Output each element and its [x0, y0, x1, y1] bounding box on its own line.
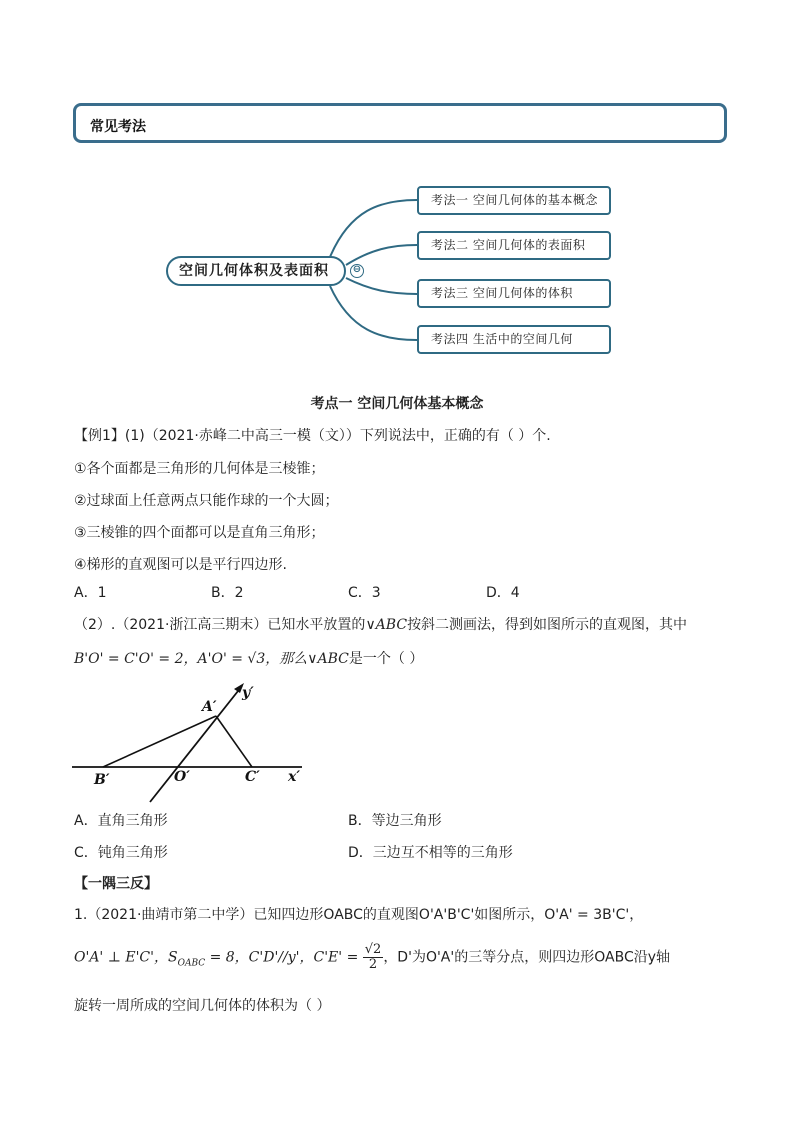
triangle-abc-2: ∨ABC — [307, 651, 349, 667]
label-x: x′ — [288, 769, 301, 785]
statement-3: ③三棱锥的四个面都可以是直角三角形； — [74, 525, 325, 541]
statement-4: ④梯形的直观图可以是平行四边形. — [74, 557, 288, 573]
label-y: y′ — [242, 685, 254, 701]
mindmap-branch-1 — [330, 200, 417, 257]
part2-text-b: 按斜二测画法，得到如图所示的直观图，其中 — [407, 617, 688, 633]
mindmap-connectors — [0, 0, 794, 400]
label-o: O′ — [174, 769, 190, 785]
part2-given-lengths: B'O' = C'O' = 2，A'O' = √3，那么 — [74, 651, 308, 667]
part2-text-a: （2）.（2021·浙江高三期末）已知水平放置的 — [74, 617, 366, 633]
label-b: B′ — [94, 772, 110, 788]
example1-question: 【例1】(1)（2021·赤峰二中高三一模（文））下列说法中，正确的有（ ）个. — [74, 428, 551, 444]
fraction-denominator: 2 — [368, 957, 378, 972]
option-d: D．4 — [486, 585, 520, 601]
part2-text-c: 是一个（ ） — [348, 651, 424, 667]
mindmap-node-1: 考法一 空间几何体的基本概念 — [417, 186, 611, 215]
mindmap-node-4: 考法四 生活中的空间几何 — [417, 325, 611, 354]
practice-line2 — [74, 943, 670, 972]
label-c: C′ — [245, 769, 260, 785]
option-b: B．2 — [211, 585, 244, 601]
option2-a: A．直角三角形 — [74, 813, 168, 829]
fraction — [363, 943, 384, 972]
option2-b: B．等边三角形 — [348, 813, 442, 829]
area-subscript: OABC — [177, 958, 206, 969]
statement-2: ②过球面上任意两点只能作球的一个大圆； — [74, 493, 339, 509]
practice-line2-a: O'A' ⊥ E'C'，S — [74, 949, 178, 966]
mindmap-node-3: 考法三 空间几何体的体积 — [417, 279, 611, 308]
option2-d: D．三边互不相等的三角形 — [348, 845, 513, 861]
example1-part2-line2 — [74, 648, 423, 668]
side-a-c — [216, 716, 252, 767]
option2-c: C．钝角三角形 — [74, 845, 168, 861]
section-title: 考点一 空间几何体基本概念 — [310, 396, 484, 412]
triangle-abc: ∨ABC — [365, 617, 408, 633]
mindmap-root: 空间几何体积及表面积 — [166, 256, 346, 286]
mindmap-branch-3 — [346, 278, 417, 294]
option-c: C．3 — [348, 585, 381, 601]
label-a: A′ — [202, 699, 217, 715]
practice-line2-b: = 8，C'D'//y'，C'E' = — [205, 949, 363, 966]
practice-line3: 旋转一周所成的空间几何体的体积为（ ） — [74, 998, 331, 1014]
mindmap-branch-2 — [346, 245, 417, 265]
practice-title: 【一隅三反】 — [74, 876, 158, 892]
example1-part2-line1 — [74, 614, 687, 634]
collapse-icon[interactable]: ⊖ — [350, 264, 364, 278]
statement-1: ①各个面都是三角形的几何体是三棱锥； — [74, 461, 325, 477]
oblique-figure — [70, 675, 330, 805]
practice-line2-c: ，D'为O'A'的三等分点，则四边形OABC沿y轴 — [383, 949, 671, 966]
mindmap-node-2: 考法二 空间几何体的表面积 — [417, 231, 611, 260]
y-axis-line — [150, 686, 242, 802]
header-title: 常见考法 — [90, 119, 146, 135]
practice-line1: 1.（2021·曲靖市第二中学）已知四边形OABC的直观图O'A'B'C'如图所示，O'A' = 3B'C'， — [74, 907, 644, 923]
fraction-numerator: √2 — [364, 942, 382, 957]
option-a: A．1 — [74, 585, 107, 601]
